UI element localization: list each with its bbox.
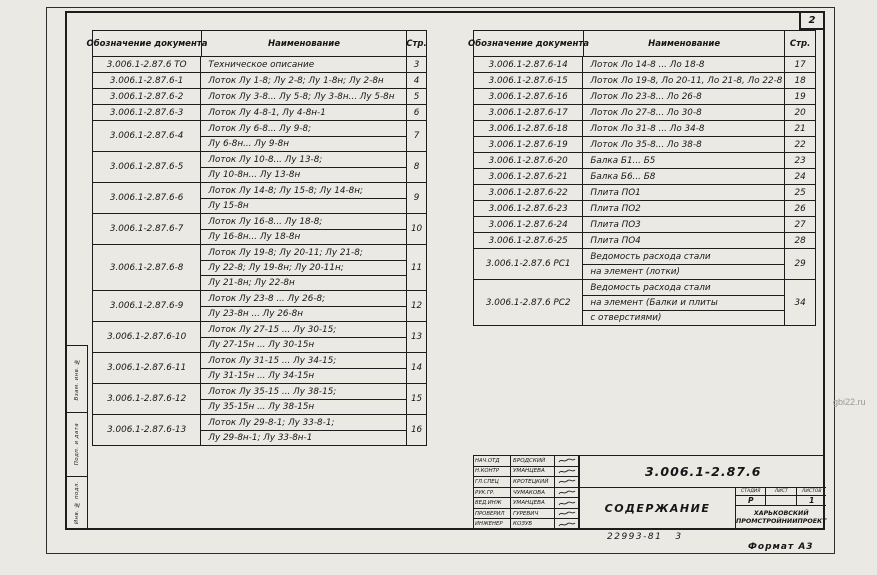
designation-cell: 3.006.1-2.87.6-12 <box>107 394 187 404</box>
name-line-text: на элемент (Балки и плиты <box>583 295 784 310</box>
designation-cell: 3.006.1-2.87.6-5 <box>109 162 184 172</box>
name-cell <box>200 121 406 151</box>
name-cell <box>200 322 406 352</box>
table-row <box>474 120 815 136</box>
page-number-cell: 15 <box>406 384 426 414</box>
page-number-cell: 24 <box>784 169 815 184</box>
name-line-text: Лоток Ло 14-8 ... Ло 18-8 <box>590 59 705 70</box>
name-cell <box>582 169 784 184</box>
table-row <box>93 182 426 213</box>
document-number: 3.006.1-2.87.6 <box>580 456 826 488</box>
table-row <box>474 57 815 72</box>
signature-row <box>474 477 579 488</box>
format-label: Формат А3 <box>748 542 814 552</box>
table-row <box>93 321 426 352</box>
signature-name: КРОТЕЦКИЙ <box>510 477 554 487</box>
designation-cell: 3.006.1-2.87.6-6 <box>109 193 184 203</box>
name-line-text: Лу 16-8н... Лу 18-8н <box>201 229 406 244</box>
name-cell <box>200 384 406 414</box>
name-line-text: Лоток Лу 1-8; Лу 2-8; Лу 1-8н; Лу 2-8н <box>208 75 384 86</box>
page-number-cell: 19 <box>784 89 815 104</box>
name-cell <box>582 185 784 200</box>
signature-role: ПРОВЕРИЛ <box>475 510 505 517</box>
stage-header-row <box>736 488 826 496</box>
designation-cell: 3.006.1-2.87.6 ТО <box>106 59 187 70</box>
page-number-cell: 28 <box>784 233 815 248</box>
page-number-cell: 22 <box>784 137 815 152</box>
name-line-text: Лоток Ло 35-8... Ло 38-8 <box>590 139 702 150</box>
table-row <box>93 213 426 244</box>
table-body <box>474 57 815 325</box>
margin-stamp-column <box>65 345 88 530</box>
designation-cell: 3.006.1-2.87.6-16 <box>488 91 568 102</box>
designation-cell: 3.006.1-2.87.6-14 <box>488 59 568 70</box>
signature-scribble-icon <box>558 521 576 528</box>
table-row <box>474 168 815 184</box>
page-number-cell: 29 <box>784 249 815 279</box>
signature-name: УМАНЦЕВА <box>510 467 554 477</box>
title-block-right <box>580 456 826 529</box>
page-number-cell: 16 <box>406 415 426 445</box>
name-line-text: Лоток Лу 23-8 ... Лу 26-8; <box>208 293 326 304</box>
name-cell <box>200 73 406 88</box>
signature-scribble-icon <box>558 510 576 517</box>
signature-scribble <box>554 488 578 498</box>
designation-cell: 3.006.1-2.87.6-13 <box>107 425 187 435</box>
page-number-cell: 21 <box>784 121 815 136</box>
name-line-text: Лу 21-8н; Лу 22-8н <box>201 275 406 290</box>
name-line-text: Лоток Лу 29-8-1; Лу 33-8-1; <box>208 417 335 428</box>
designation-cell: 3.006.1-2.87.6 РС1 <box>485 259 571 269</box>
page-number-cell: 6 <box>406 105 426 120</box>
designation-cell: 3.006.1-2.87.6-10 <box>107 332 187 342</box>
page-number-cell: 3 <box>406 57 426 72</box>
signature-scribble <box>554 467 578 477</box>
signature-name: ЧУМАКОВА <box>510 488 554 498</box>
name-line-text: Лу 23-8н ... Лу 26-8н <box>201 306 406 321</box>
table-row <box>93 120 426 151</box>
name-line-text: Лоток Лу 3-8... Лу 5-8; Лу 3-8н... Лу 5-8н <box>208 91 395 102</box>
signature-role: ИНЖЕНЕР <box>475 521 503 528</box>
page-number-cell: 34 <box>784 280 815 325</box>
signature-date-cell <box>578 467 579 477</box>
name-cell <box>200 291 406 321</box>
stage-header-listov: ЛИСТОВ <box>801 489 822 494</box>
signature-name: БРОДСКИЙ <box>510 456 554 466</box>
page-number-cell: 12 <box>406 291 426 321</box>
name-line-text: Лоток Лу 6-8... Лу 9-8; <box>208 123 312 134</box>
organization-name <box>736 506 826 529</box>
designation-cell: 3.006.1-2.87.6 РС2 <box>485 297 571 308</box>
organization-line-1: ХАРЬКОВСКИЙ <box>753 509 809 517</box>
stage-header-list: ЛИСТ <box>766 488 796 495</box>
page-number-cell: 20 <box>784 105 815 120</box>
name-line-text: Лу 22-8; Лу 19-8н; Лу 20-11н; <box>201 260 406 275</box>
page-number-cell: 13 <box>406 322 426 352</box>
table-row <box>93 104 426 120</box>
header-name: Наименование <box>201 31 406 56</box>
name-cell <box>200 183 406 213</box>
page-number-cell: 18 <box>784 73 815 88</box>
name-line-text: Лу 10-8н... Лу 13-8н <box>201 167 406 182</box>
page-number-cell: 14 <box>406 353 426 383</box>
designation-cell: 3.006.1-2.87.6-3 <box>109 107 184 118</box>
header-designation: Обозначение документа <box>468 38 589 49</box>
designation-cell: 3.006.1-2.87.6-7 <box>109 224 184 234</box>
table-row <box>474 184 815 200</box>
page-number-cell: 10 <box>406 214 426 244</box>
signature-row <box>474 456 579 467</box>
signature-scribble-icon <box>558 478 576 485</box>
header-page: Стр. <box>784 31 815 56</box>
name-line-text: Лу 6-8н... Лу 9-8н <box>201 136 406 151</box>
table-row <box>474 88 815 104</box>
table-row <box>93 383 426 414</box>
table-row <box>93 244 426 290</box>
designation-cell: 3.006.1-2.87.6-21 <box>488 171 568 182</box>
table-row <box>474 104 815 120</box>
name-cell <box>200 214 406 244</box>
designation-cell: 3.006.1-2.87.6-22 <box>488 187 568 198</box>
signature-scribble-icon <box>558 468 576 475</box>
margin-box-inv-podl <box>66 477 87 529</box>
table-header-row <box>468 31 815 57</box>
contents-table-right <box>468 30 816 326</box>
signature-date-cell <box>578 477 579 487</box>
designation-cell: 3.006.1-2.87.6-18 <box>488 123 568 134</box>
table-row <box>93 352 426 383</box>
designation-cell: 3.006.1-2.87.6-20 <box>488 155 568 166</box>
name-cell <box>582 73 784 88</box>
name-cell <box>582 137 784 152</box>
signature-date-cell <box>578 498 579 508</box>
header-page: Стр. <box>406 31 426 56</box>
table-row <box>93 290 426 321</box>
name-cell <box>582 201 784 216</box>
table-header-row <box>86 31 427 57</box>
stage-value-list <box>766 496 796 505</box>
page-number-cell: 4 <box>406 73 426 88</box>
name-cell <box>582 249 784 279</box>
name-line-text: Лу 27-15н ... Лу 30-15н <box>201 337 406 352</box>
sheet-title: СОДЕРЖАНИЕ <box>604 502 711 515</box>
signature-scribble <box>554 519 578 529</box>
table-row <box>93 151 426 182</box>
watermark-text: gbi22.ru <box>833 397 866 407</box>
name-line-text: Лу 35-15н ... Лу 38-15н <box>201 399 406 414</box>
header-name: Наименование <box>583 31 784 56</box>
signature-row <box>474 467 579 478</box>
signature-scribble-icon <box>558 457 576 464</box>
title-block <box>473 455 825 530</box>
name-cell <box>582 57 784 72</box>
page-number-cell: 27 <box>784 217 815 232</box>
name-line-text: Ведомость расхода стали <box>590 251 711 262</box>
stage-value-listov: 1 <box>809 496 815 505</box>
table-row <box>93 414 426 445</box>
name-line-text: Лоток Лу 27-15 ... Лу 30-15; <box>208 324 337 335</box>
table-row <box>474 248 815 279</box>
margin-box-podp-data <box>66 413 87 477</box>
header-designation: Обозначение документа <box>86 38 208 49</box>
designation-cell: 3.006.1-2.87.6-15 <box>488 75 568 86</box>
signature-date-cell <box>578 488 579 498</box>
designation-cell: 3.006.1-2.87.6-25 <box>488 235 568 246</box>
table-row <box>474 152 815 168</box>
signature-role: ВЕД.ИНЖ <box>475 500 502 507</box>
name-line-text: Плита ПО2 <box>590 203 641 214</box>
name-line-text: Балка Б6... Б8 <box>590 171 656 182</box>
margin-label: Подп. и дата <box>73 423 80 466</box>
designation-cell: 3.006.1-2.87.6-19 <box>488 139 568 150</box>
signature-name: КОЗУБ <box>510 519 554 529</box>
signature-scribble <box>554 477 578 487</box>
page-number-cell: 11 <box>406 245 426 290</box>
name-line-text: Лоток Лу 16-8... Лу 18-8; <box>208 216 323 227</box>
designation-cell: 3.006.1-2.87.6-1 <box>109 75 184 86</box>
name-cell <box>582 217 784 232</box>
designation-cell: 3.006.1-2.87.6-4 <box>109 131 184 141</box>
name-line-text: с отверстиями) <box>583 310 784 325</box>
table-row <box>474 279 815 325</box>
designation-cell: 3.006.1-2.87.6-23 <box>488 203 568 214</box>
signature-row <box>474 509 579 520</box>
signature-date-cell <box>578 519 579 529</box>
name-line-text: Лу 29-8н-1; Лу 33-8н-1 <box>201 430 406 445</box>
organization-line-2: ПРОМСТРОЙНИИПРОЕКТ <box>736 517 827 525</box>
stage-value-stadia: Р <box>736 496 766 505</box>
name-line-text: Плита ПО4 <box>590 235 641 246</box>
sheet-number-box <box>799 11 825 30</box>
signature-scribble <box>554 498 578 508</box>
name-line-text: Лоток Лу 19-8; Лу 20-11; Лу 21-8; <box>208 247 363 258</box>
signature-scribble <box>554 509 578 519</box>
signature-row <box>474 488 579 499</box>
table-row <box>93 88 426 104</box>
signature-scribble <box>554 456 578 466</box>
name-line-text: Лоток Лу 31-15 ... Лу 34-15; <box>208 355 337 366</box>
name-line-text: Плита ПО1 <box>590 187 641 198</box>
name-line-text: Лоток Лу 14-8; Лу 15-8; Лу 14-8н; <box>208 185 363 196</box>
name-cell <box>200 89 406 104</box>
name-cell <box>582 153 784 168</box>
name-line-text: Плита ПО3 <box>590 219 641 230</box>
page-number-cell: 5 <box>406 89 426 104</box>
contents-table-left <box>86 30 427 446</box>
name-cell <box>582 121 784 136</box>
page-number-cell: 9 <box>406 183 426 213</box>
page-number-cell: 23 <box>784 153 815 168</box>
name-cell <box>200 245 406 290</box>
table-row <box>93 57 426 72</box>
signature-date-cell <box>578 456 579 466</box>
signature-row <box>474 498 579 509</box>
table-row <box>474 216 815 232</box>
stage-org-zone <box>735 488 826 529</box>
stage-value-row <box>736 496 826 506</box>
signature-role: НАЧ.ОТД <box>475 457 500 464</box>
page-number-cell: 7 <box>406 121 426 151</box>
name-cell <box>582 89 784 104</box>
signature-name: УМАНЦЕВА <box>510 498 554 508</box>
margin-label: Инв. № подл. <box>73 481 80 525</box>
page-number-cell: 8 <box>406 152 426 182</box>
page-number-cell: 25 <box>784 185 815 200</box>
designation-cell: 3.006.1-2.87.6-11 <box>107 363 187 373</box>
name-line-text: Лоток Ло 19-8, Ло 20-11, Ло 21-8, Ло 22-8 <box>590 75 783 86</box>
name-line-text: на элемент (лотки) <box>583 264 784 279</box>
footer-document-code: 22993-81 3 <box>607 532 683 542</box>
name-cell <box>582 233 784 248</box>
sheet-number: 2 <box>808 15 816 26</box>
margin-label: Взам. инв. № <box>73 357 80 401</box>
designation-cell: 3.006.1-2.87.6-24 <box>488 219 568 230</box>
signature-scribble-icon <box>558 500 576 507</box>
name-line-text: Балка Б1... Б5 <box>590 155 656 166</box>
signature-area <box>474 456 580 529</box>
table-row <box>474 72 815 88</box>
name-cell <box>582 105 784 120</box>
table-row <box>474 200 815 216</box>
name-cell <box>200 105 406 120</box>
name-line-text: Техническое описание <box>208 59 315 70</box>
designation-cell: 3.006.1-2.87.6-2 <box>109 91 184 102</box>
stage-header-stadia: СТАДИЯ <box>736 488 766 495</box>
name-line-text: Лоток Лу 10-8... Лу 13-8; <box>208 154 323 165</box>
designation-cell: 3.006.1-2.87.6-9 <box>109 301 184 311</box>
designation-cell: 3.006.1-2.87.6-17 <box>488 107 568 118</box>
name-line-text: Лу 31-15н ... Лу 34-15н <box>201 368 406 383</box>
name-line-text: Лоток Лу 35-15 ... Лу 38-15; <box>208 386 337 397</box>
table-row <box>474 232 815 248</box>
table-row <box>474 136 815 152</box>
name-cell <box>582 280 784 325</box>
name-cell <box>200 415 406 445</box>
name-line-text: Лоток Лу 4-8-1, Лу 4-8н-1 <box>208 107 326 118</box>
signature-date-cell <box>578 509 579 519</box>
name-line-text: Ведомость расхода стали <box>590 282 711 293</box>
signature-role: ГЛ.СПЕЦ <box>475 478 499 485</box>
name-line-text: Лоток Ло 27-8... Ло 30-8 <box>590 107 702 118</box>
name-cell <box>200 57 406 72</box>
designation-cell: 3.006.1-2.87.6-8 <box>109 262 184 273</box>
signature-name: ГУРЕВИЧ <box>510 509 554 519</box>
table-body <box>93 57 426 445</box>
margin-box-vzam-inv <box>66 346 87 413</box>
signature-role: РУК.ГР. <box>475 489 495 496</box>
page-number-cell: 26 <box>784 201 815 216</box>
signature-role: Н.КОНТР <box>475 468 500 475</box>
page-number-cell: 17 <box>784 57 815 72</box>
table-row <box>93 72 426 88</box>
signature-scribble-icon <box>558 489 576 496</box>
signature-row <box>474 519 579 529</box>
name-line-text: Лоток Ло 23-8... Ло 26-8 <box>590 91 702 102</box>
name-line-text: Лу 15-8н <box>201 198 406 213</box>
name-line-text: Лоток Ло 31-8 ... Ло 34-8 <box>590 123 705 134</box>
title-block-lower <box>580 488 826 529</box>
name-cell <box>200 152 406 182</box>
name-cell <box>200 353 406 383</box>
